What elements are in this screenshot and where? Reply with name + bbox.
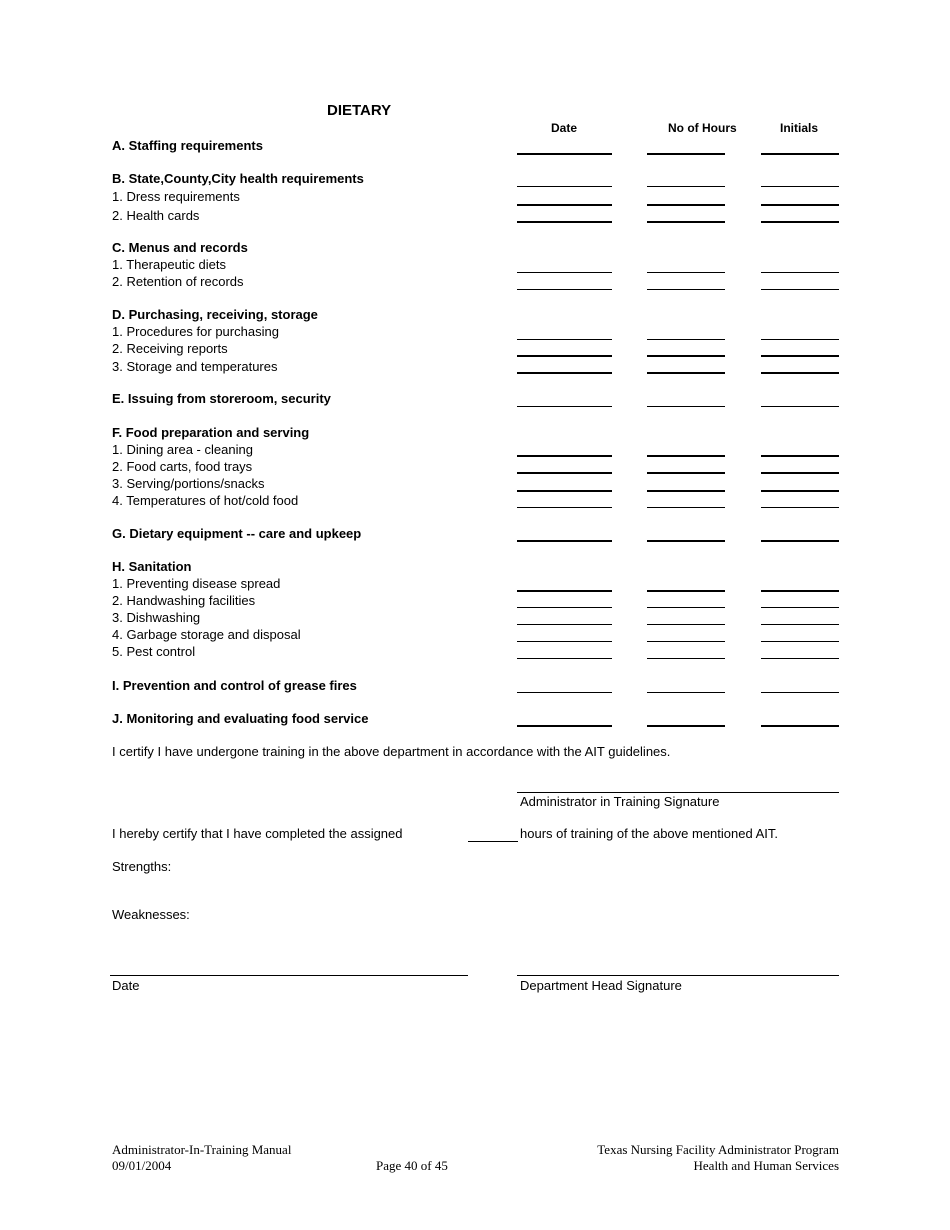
initials-blank-line[interactable] (761, 658, 839, 659)
list-item: 4. Garbage storage and disposal (112, 627, 301, 642)
page-of: of (420, 1158, 432, 1173)
list-item: 3. Dishwashing (112, 610, 201, 625)
page-title: DIETARY (327, 102, 392, 119)
initials-blank-line[interactable] (761, 507, 839, 508)
list-item: 2. Health cards (112, 208, 200, 223)
date-blank-line[interactable] (517, 658, 612, 659)
list-item: 1. Preventing disease spread (112, 576, 281, 591)
dept-head-signature-line[interactable] (517, 975, 839, 976)
footer-page-number (376, 1158, 448, 1174)
date-blank-line[interactable] (517, 221, 612, 223)
hours-blank-line[interactable] (647, 725, 725, 727)
hours-blank-line[interactable] (647, 372, 725, 374)
date-blank-line[interactable] (517, 692, 612, 693)
hours-blank-line[interactable] (647, 540, 725, 542)
initials-blank-line[interactable] (761, 692, 839, 693)
initials-blank-line[interactable] (761, 540, 839, 542)
page-total: 45 (434, 1158, 448, 1173)
hours-statement-after: hours of training of the above mentioned AIT. (520, 826, 779, 841)
list-item: 1. Procedures for purchasing (112, 324, 279, 339)
section-b-heading: B. State,County,City health requirements (112, 171, 364, 186)
date-blank-line[interactable] (517, 406, 612, 407)
list-item: 4. Temperatures of hot/cold food (112, 493, 299, 508)
dept-head-signature-label: Department Head Signature (520, 978, 682, 993)
footer-manual-title: Administrator-In-Training Manual (112, 1142, 292, 1157)
date-blank-line[interactable] (517, 490, 612, 492)
date-blank-line[interactable] (517, 204, 612, 206)
initials-blank-line[interactable] (761, 455, 839, 457)
date-blank-line[interactable] (517, 540, 612, 542)
weaknesses-label: Weaknesses: (112, 907, 190, 922)
section-a-heading: A. Staffing requirements (112, 138, 263, 153)
initials-blank-line[interactable] (761, 289, 839, 290)
hours-blank-line[interactable] (647, 624, 725, 625)
date-blank-line[interactable] (517, 590, 612, 592)
date-blank-line[interactable] (517, 725, 612, 727)
initials-blank-line[interactable] (761, 221, 839, 223)
date-blank-line[interactable] (517, 289, 612, 290)
initials-blank-line[interactable] (761, 406, 839, 407)
hours-blank-line[interactable] (647, 455, 725, 457)
list-item: 2. Retention of records (112, 274, 244, 289)
hours-blank-line[interactable] (647, 472, 725, 474)
list-item: 1. Dining area - cleaning (112, 442, 253, 457)
list-item: 3. Serving/portions/snacks (112, 476, 265, 491)
initials-blank-line[interactable] (761, 153, 839, 155)
date-blank-line[interactable] (517, 372, 612, 374)
section-d-heading: D. Purchasing, receiving, storage (112, 307, 318, 322)
hours-blank-line[interactable] (647, 490, 725, 492)
initials-blank-line[interactable] (761, 725, 839, 727)
date-label: Date (112, 978, 140, 993)
initials-blank-line[interactable] (761, 372, 839, 374)
hours-blank-line[interactable] (647, 406, 725, 407)
date-signature-line[interactable] (110, 975, 468, 976)
section-h-heading: H. Sanitation (112, 559, 192, 574)
section-f-heading: F. Food preparation and serving (112, 425, 310, 440)
initials-blank-line[interactable] (761, 355, 839, 357)
hours-blank-line[interactable] (647, 355, 725, 357)
date-blank-line[interactable] (517, 472, 612, 474)
date-blank-line[interactable] (517, 355, 612, 357)
list-item: 3. Storage and temperatures (112, 359, 278, 374)
list-item: 1. Therapeutic diets (112, 257, 226, 272)
hours-blank-line[interactable] (647, 204, 725, 206)
initials-blank-line[interactable] (761, 590, 839, 592)
hours-blank-line[interactable] (647, 590, 725, 592)
footer-date: 09/01/2004 (112, 1158, 172, 1173)
strengths-label: Strengths: (112, 859, 172, 874)
hours-blank-line[interactable] (647, 607, 725, 608)
hours-blank-line[interactable] (647, 339, 725, 340)
date-blank-line[interactable] (517, 153, 612, 155)
section-c-heading: C. Menus and records (112, 240, 248, 255)
date-blank-line[interactable] (517, 272, 612, 273)
date-blank-line[interactable] (517, 507, 612, 508)
certify-statement: I certify I have undergone training in the above department in accordance with the AIT guidelines. (112, 744, 671, 759)
date-blank-line[interactable] (517, 455, 612, 457)
date-blank-line[interactable] (517, 186, 612, 187)
hours-statement-before: I hereby certify that I have completed the assigned (112, 826, 403, 841)
initials-blank-line[interactable] (761, 186, 839, 187)
list-item: 5. Pest control (112, 644, 196, 659)
hours-blank-line[interactable] (647, 186, 725, 187)
initials-blank-line[interactable] (761, 339, 839, 340)
hours-blank-line[interactable] (647, 289, 725, 290)
initials-blank-line[interactable] (761, 204, 839, 206)
list-item: 2. Handwashing facilities (112, 593, 256, 608)
ait-signature-label: Administrator in Training Signature (520, 794, 720, 809)
page-current: 40 (404, 1158, 418, 1173)
section-i-heading: I. Prevention and control of grease fires (112, 678, 357, 693)
column-header-initials: Initials (780, 121, 819, 135)
section-g-heading: G. Dietary equipment -- care and upkeep (112, 526, 362, 541)
section-j-heading: J. Monitoring and evaluating food service (112, 711, 369, 726)
footer-agency: Health and Human Services (693, 1158, 839, 1173)
initials-blank-line[interactable] (761, 472, 839, 474)
date-blank-line[interactable] (517, 607, 612, 608)
list-item: 1. Dress requirements (112, 189, 240, 204)
initials-blank-line[interactable] (761, 641, 839, 642)
hours-blank-line[interactable] (647, 153, 725, 155)
assigned-hours-blank-line[interactable] (468, 841, 518, 842)
hours-blank-line[interactable] (647, 272, 725, 273)
initials-blank-line[interactable] (761, 624, 839, 625)
page-word: Page (376, 1158, 402, 1173)
ait-signature-line[interactable] (517, 792, 839, 793)
date-blank-line[interactable] (517, 641, 612, 642)
list-item: 2. Food carts, food trays (112, 459, 253, 474)
section-e-heading: E. Issuing from storeroom, security (112, 391, 331, 406)
initials-blank-line[interactable] (761, 272, 839, 273)
footer-program: Texas Nursing Facility Administrator Program (597, 1142, 839, 1157)
initials-blank-line[interactable] (761, 490, 839, 492)
initials-blank-line[interactable] (761, 607, 839, 608)
hours-blank-line[interactable] (647, 221, 725, 223)
column-header-date: Date (551, 121, 578, 135)
list-item: 2. Receiving reports (112, 341, 228, 356)
hours-blank-line[interactable] (647, 692, 725, 693)
column-header-hours: No of Hours (668, 121, 737, 135)
hours-blank-line[interactable] (647, 658, 725, 659)
hours-blank-line[interactable] (647, 641, 725, 642)
date-blank-line[interactable] (517, 624, 612, 625)
date-blank-line[interactable] (517, 339, 612, 340)
hours-blank-line[interactable] (647, 507, 725, 508)
